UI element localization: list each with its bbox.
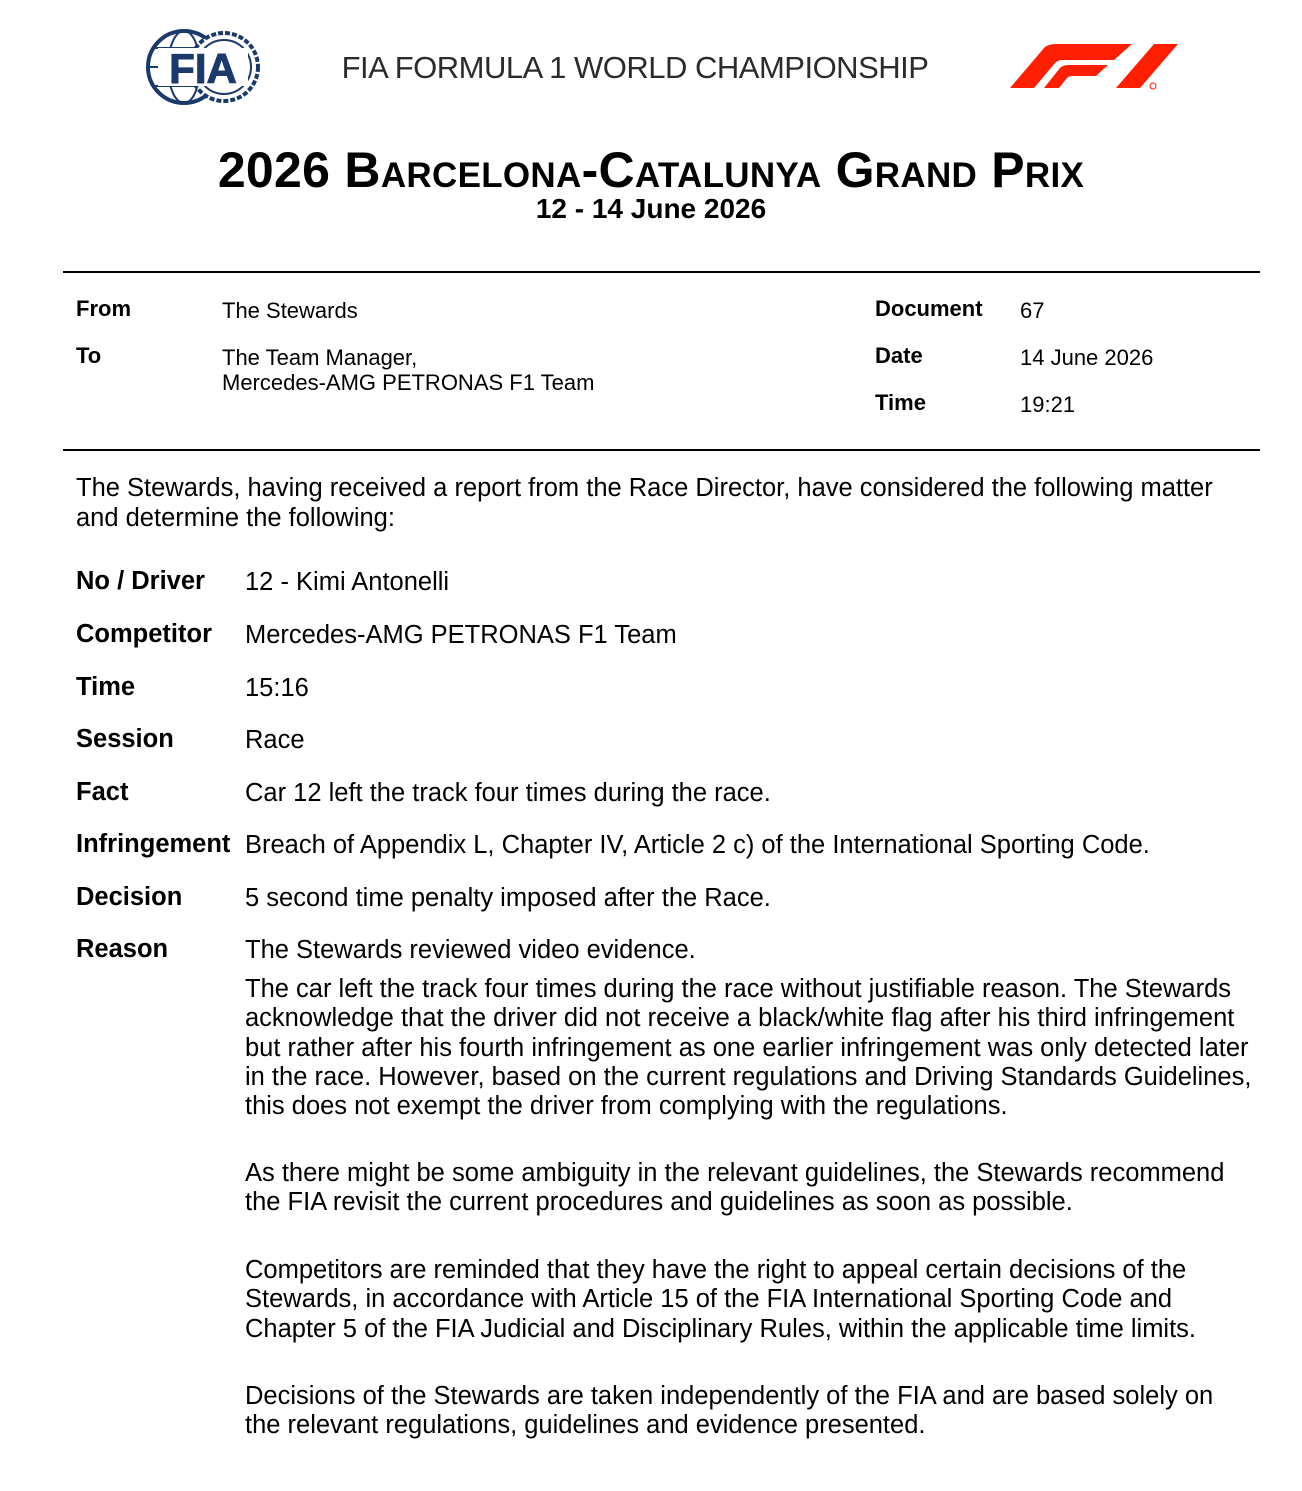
date-value: 14 June 2026 [1020, 345, 1154, 370]
fact-label: Fact [76, 778, 129, 806]
date-label: Date [875, 343, 923, 368]
to-line-1: The Team Manager, [222, 345, 418, 370]
document-number: 67 [1020, 298, 1045, 323]
top-divider [63, 271, 1260, 273]
fia-logo [144, 26, 262, 108]
reason-paragraph: As there might be some ambiguity in the relevant guidelines, the Stewards recommend the FIA revisit the current procedures and guidelines as soon as possible. [245, 1159, 1225, 1217]
incident-time-value: 15:16 [245, 674, 309, 702]
incident-time-label: Time [76, 673, 136, 701]
session-label: Session [76, 725, 174, 753]
from-label: From [76, 296, 131, 321]
driver-value: 12 - Kimi Antonelli [245, 568, 450, 596]
championship-title: FIA FORMULA 1 WORLD CHAMPIONSHIP [341, 50, 929, 85]
independence-notice-paragraph: Decisions of the Stewards are taken independently of the FIA and are based solely on the relevant regulations, guidelines and evidence presented. [245, 1382, 1214, 1440]
intro-paragraph: The Stewards, having received a report from the Race Director, have considered the following matter and determine the following: [76, 474, 1213, 532]
to-label: To [76, 343, 102, 368]
time-value: 19:21 [1020, 392, 1076, 417]
event-title: 2026 Barcelona-Catalunya Grand Prix [217, 142, 1085, 198]
f1-logo [1008, 42, 1180, 92]
to-value [222, 345, 594, 395]
fia-logo-text: FIA [169, 45, 237, 92]
reason-label: Reason [76, 935, 169, 963]
driver-label: No / Driver [76, 567, 205, 595]
fact-value: Car 12 left the track four times during the race. [245, 779, 771, 807]
document-label: Document [875, 296, 983, 321]
time-label: Time [875, 390, 926, 415]
reason-paragraph: The car left the track four times during the race without justifiable reason. The Stewards acknowledge that the driver did not receive a black/white flag after his third infringement but rather after his fourth infringement as one earlier infringement was only detected later in the race. However, based on the current regulations and Driving Standards Guidelines, this does not exempt the driver from complying with the regulations. [245, 975, 1252, 1121]
infringement-label: Infringement [76, 830, 231, 858]
competitor-label: Competitor [76, 620, 212, 648]
decision-value: 5 second time penalty imposed after the Race. [245, 884, 771, 912]
to-line-2: Mercedes-AMG PETRONAS F1 Team [222, 370, 595, 395]
from-value: The Stewards [222, 298, 358, 323]
competitor-value: Mercedes-AMG PETRONAS F1 Team [245, 621, 677, 649]
bottom-divider [63, 449, 1260, 451]
session-value: Race [245, 726, 305, 754]
infringement-value: Breach of Appendix L, Chapter IV, Article 2 c) of the International Sporting Code. [245, 831, 1150, 859]
appeal-notice-paragraph: Competitors are reminded that they have the right to appeal certain decisions of the Stewards, in accordance with Article 15 of the FIA International Sporting Code and Chapter 5 of the FIA Judicial and Disciplinary Rules, within the applicable time limits. [245, 1256, 1197, 1343]
reason-paragraph: The Stewards reviewed video evidence. [245, 936, 696, 964]
decision-label: Decision [76, 883, 183, 911]
event-dates: 12 - 14 June 2026 [535, 193, 767, 224]
